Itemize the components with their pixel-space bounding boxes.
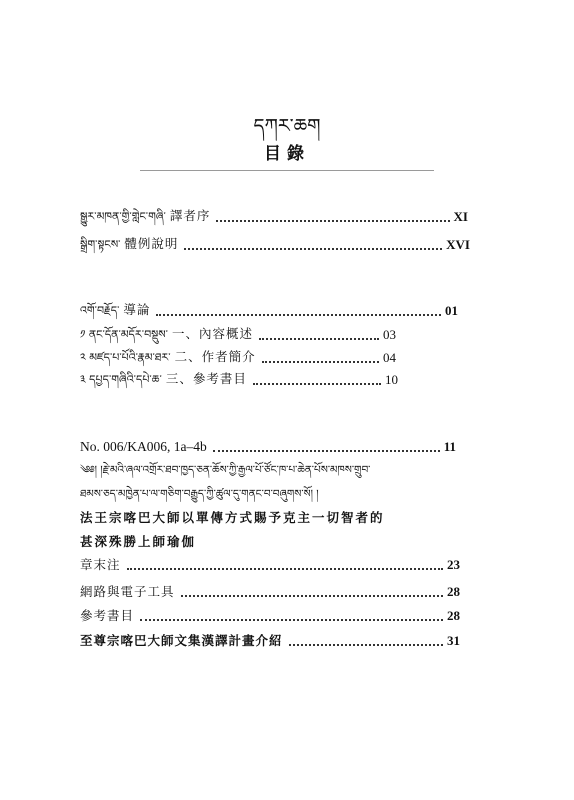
toc-entry-tibetan-label: ༢ མཛད་པ་པོའི་རྣམ་ཐར་ (80, 351, 171, 364)
toc-page-number: 31 (447, 633, 460, 648)
toc-entry-chinese-label: 譯者序 (169, 208, 211, 223)
toc-entry-endnotes[interactable] (80, 553, 460, 573)
toc-subentry-bibliography[interactable] (80, 368, 398, 388)
dot-leader (262, 361, 379, 363)
toc-entry-chinese-label: 導論 (123, 302, 151, 317)
toc-page-number: 23 (447, 557, 460, 572)
dot-leader (259, 338, 379, 340)
title-divider (140, 170, 434, 171)
toc-entry-chinese-label: 二、作者簡介 (174, 349, 256, 364)
dot-leader (181, 595, 443, 597)
tibetan-title-line-1: ༄༅། །རྗེ་མའི་ཞལ་འགྲོར་ཐབ་ཁྱད་ཅན་ཆོས་ཀྱི་རྒྱལ་པོ་ཙོང་ཁ་པ་ཆེན་པོས་མཁས་གྲུབ་ (80, 464, 371, 476)
toc-subentry-content-summary[interactable] (80, 323, 396, 343)
toc-entry-chinese-label: 三、參考書目 (165, 371, 247, 386)
toc-page-number: XVI (446, 237, 470, 252)
toc-page-number: 04 (383, 350, 396, 365)
toc-entry-tibetan-label: འགོ་བརྗོད་ (80, 304, 120, 317)
toc-entry-tibetan-label: སྒྱུར་མཁན་གྱི་གླེང་གཞི་ (80, 210, 166, 223)
chinese-title-line-2: 甚深殊勝上師瑜伽 (80, 534, 197, 549)
toc-entry-chinese-label: 章末注 (80, 557, 121, 572)
dot-leader (127, 568, 443, 570)
toc-entry-tibetan-label: ༣ དཔྱད་གཞིའི་དཔེ་ཆ་ (80, 373, 162, 386)
toc-page-number: XI (453, 209, 468, 224)
toc-entry-web-tools[interactable] (80, 580, 460, 600)
toc-entry-style-notes[interactable] (80, 233, 470, 253)
toc-page-number: 11 (443, 439, 456, 454)
toc-entry-chinese-label: 體例說明 (124, 236, 179, 251)
toc-subentry-author-biography[interactable] (80, 346, 396, 366)
toc-entry-translator-preface[interactable] (80, 205, 468, 225)
toc-entry-text-006[interactable] (80, 435, 456, 455)
toc-page-number: 28 (447, 608, 460, 623)
toc-entry-introduction[interactable] (80, 299, 458, 319)
dot-leader (140, 619, 443, 621)
toc-entry-chinese-label: 網路與電子工具 (80, 584, 175, 599)
chinese-title-line-1: 法王宗喀巴大師以單傳方式賜予克主一切智者的 (80, 510, 385, 525)
dot-leader (253, 383, 381, 385)
toc-entry-chinese-label: 參考書目 (80, 608, 135, 623)
toc-page-number: 28 (447, 584, 460, 599)
toc-entry-chinese-label: 一、內容概述 (171, 326, 253, 341)
toc-entry-translation-project[interactable] (80, 629, 460, 649)
page-title-chinese: 目錄 (264, 144, 310, 164)
toc-page-number: 03 (383, 327, 396, 342)
tibetan-title-line-2: ཐམས་ཅད་མཁྱེན་པ་ལ་གཅིག་བརྒྱུད་ཀྱི་ཚུལ་དུ་གནང་བ་བཞུགས་སོ། ། (80, 488, 319, 500)
dot-leader (289, 644, 443, 646)
toc-entry-chinese-label: 至尊宗喀巴大師文集漢譯計畫介紹 (80, 633, 283, 648)
dot-leader (184, 248, 442, 250)
dot-leader (156, 314, 441, 316)
toc-entry-bibliography[interactable] (80, 604, 460, 624)
dot-leader (213, 450, 440, 452)
toc-page-number: 01 (445, 303, 458, 318)
toc-page-number: 10 (385, 372, 398, 387)
toc-entry-catalog-label: No. 006/KA006, 1a–4b (80, 439, 207, 454)
page-title-tibetan: དཀར་ཆག (253, 115, 321, 137)
dot-leader (216, 220, 449, 222)
toc-entry-tibetan-label: ༡ ནང་དོན་མདོར་བསྡུས་ (80, 328, 168, 341)
toc-entry-tibetan-label: སྒྲིག་སྟངས་ (80, 238, 121, 251)
